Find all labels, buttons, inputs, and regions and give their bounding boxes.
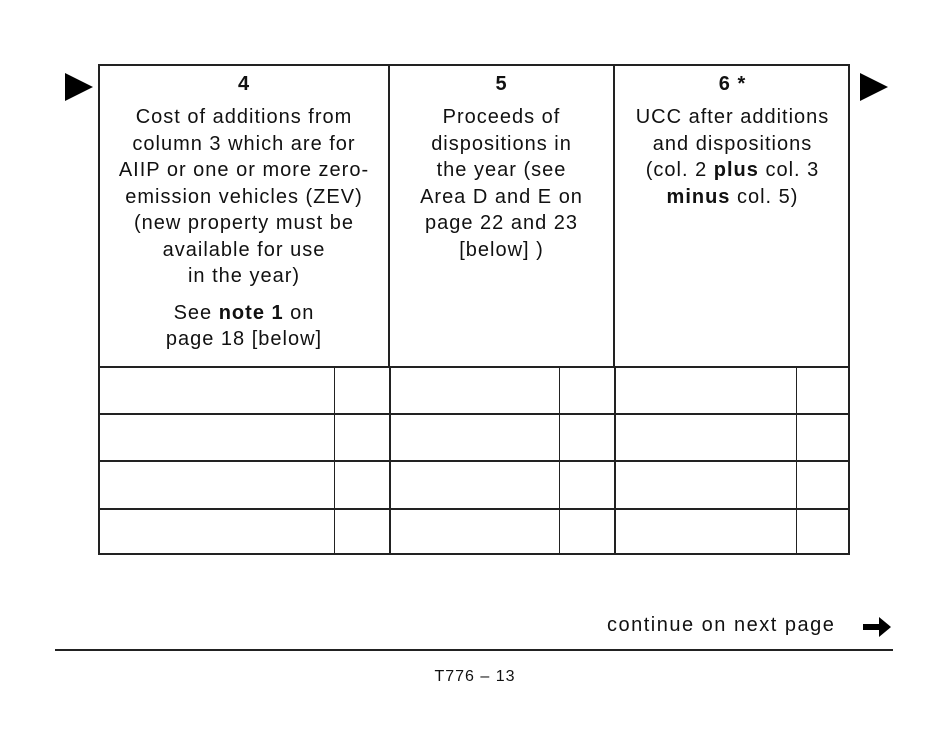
col4-amount-field[interactable] [100, 462, 334, 508]
column-6-formula-2 [615, 184, 850, 211]
column-4-line: AIIP or one or more zero- [118, 159, 370, 181]
col6-cents-field[interactable] [797, 510, 848, 555]
formula-minus: minus [666, 185, 731, 208]
column-4-note [100, 300, 388, 327]
col6-amount-field[interactable] [616, 510, 796, 555]
column-4-note-line2: page 18 [below] [165, 328, 323, 350]
col4-cents-field[interactable] [335, 510, 389, 555]
column-5-line: Area D and E on [420, 185, 583, 208]
column-6-number: 6 [718, 73, 731, 95]
asterisk-marker: * [737, 73, 747, 95]
row-marker-right-icon [860, 73, 888, 101]
column-4-line: Cost of additions from [135, 106, 353, 128]
row-marker-left-icon [65, 73, 93, 101]
col5-cents-field[interactable] [560, 462, 614, 508]
col6-amount-field[interactable] [616, 368, 796, 413]
col6-cents-field[interactable] [797, 462, 848, 508]
column-4-line: available for use [162, 238, 326, 261]
formula-text: col. 5) [730, 185, 799, 208]
col5-amount-field[interactable] [391, 462, 559, 508]
note-suffix: on [283, 301, 315, 324]
col5-amount-field[interactable] [391, 368, 559, 413]
col6-amount-field[interactable] [616, 462, 796, 508]
column-6-formula-1 [615, 157, 850, 184]
column-4-line: emission vehicles (ZEV) [125, 185, 363, 208]
col4-cents-field[interactable] [335, 368, 389, 413]
page-number: T776 – 13 [434, 668, 516, 685]
column-5-header [390, 66, 615, 366]
column-4-number: 4 [237, 73, 251, 95]
col4-amount-field[interactable] [100, 415, 334, 460]
col5-amount-field[interactable] [391, 510, 559, 555]
column-5-line: the year (see [436, 159, 567, 181]
col6-amount-field[interactable] [616, 415, 796, 460]
column-6-line: and dispositions [652, 132, 813, 155]
col5-amount-field[interactable] [391, 415, 559, 460]
continue-next-page-link[interactable]: continue on next page [607, 614, 836, 636]
column-6-header [615, 66, 850, 366]
column-6-line: UCC after additions [635, 106, 830, 128]
footer-rule [55, 649, 893, 651]
arrow-right-bold-icon [861, 614, 893, 640]
column-5-line: dispositions in [431, 132, 572, 155]
formula-plus: plus [713, 159, 759, 181]
col5-cents-field[interactable] [560, 368, 614, 413]
note-prefix: See [173, 301, 219, 324]
col4-amount-field[interactable] [100, 368, 334, 413]
col5-cents-field[interactable] [560, 510, 614, 555]
column-6-number-wrap [615, 72, 850, 96]
formula-text: col. 3 [758, 159, 820, 181]
column-4-line: column 3 which are for [132, 132, 356, 155]
ucc-table [98, 64, 850, 555]
column-5-line: [below] ) [459, 238, 544, 261]
col4-amount-field[interactable] [100, 510, 334, 555]
column-4-header [100, 66, 390, 366]
formula-text: (col. 2 [645, 159, 714, 181]
col6-cents-field[interactable] [797, 415, 848, 460]
column-5-line: page 22 and 23 [424, 212, 579, 234]
column-5-number: 5 [495, 73, 508, 95]
note-1-link[interactable]: note 1 [218, 301, 284, 324]
column-4-line: in the year) [187, 265, 301, 287]
column-4-line: (new property must be [134, 212, 354, 234]
col6-cents-field[interactable] [797, 368, 848, 413]
col5-cents-field[interactable] [560, 415, 614, 460]
col4-cents-field[interactable] [335, 462, 389, 508]
column-5-line: Proceeds of [442, 106, 561, 128]
col4-cents-field[interactable] [335, 415, 389, 460]
